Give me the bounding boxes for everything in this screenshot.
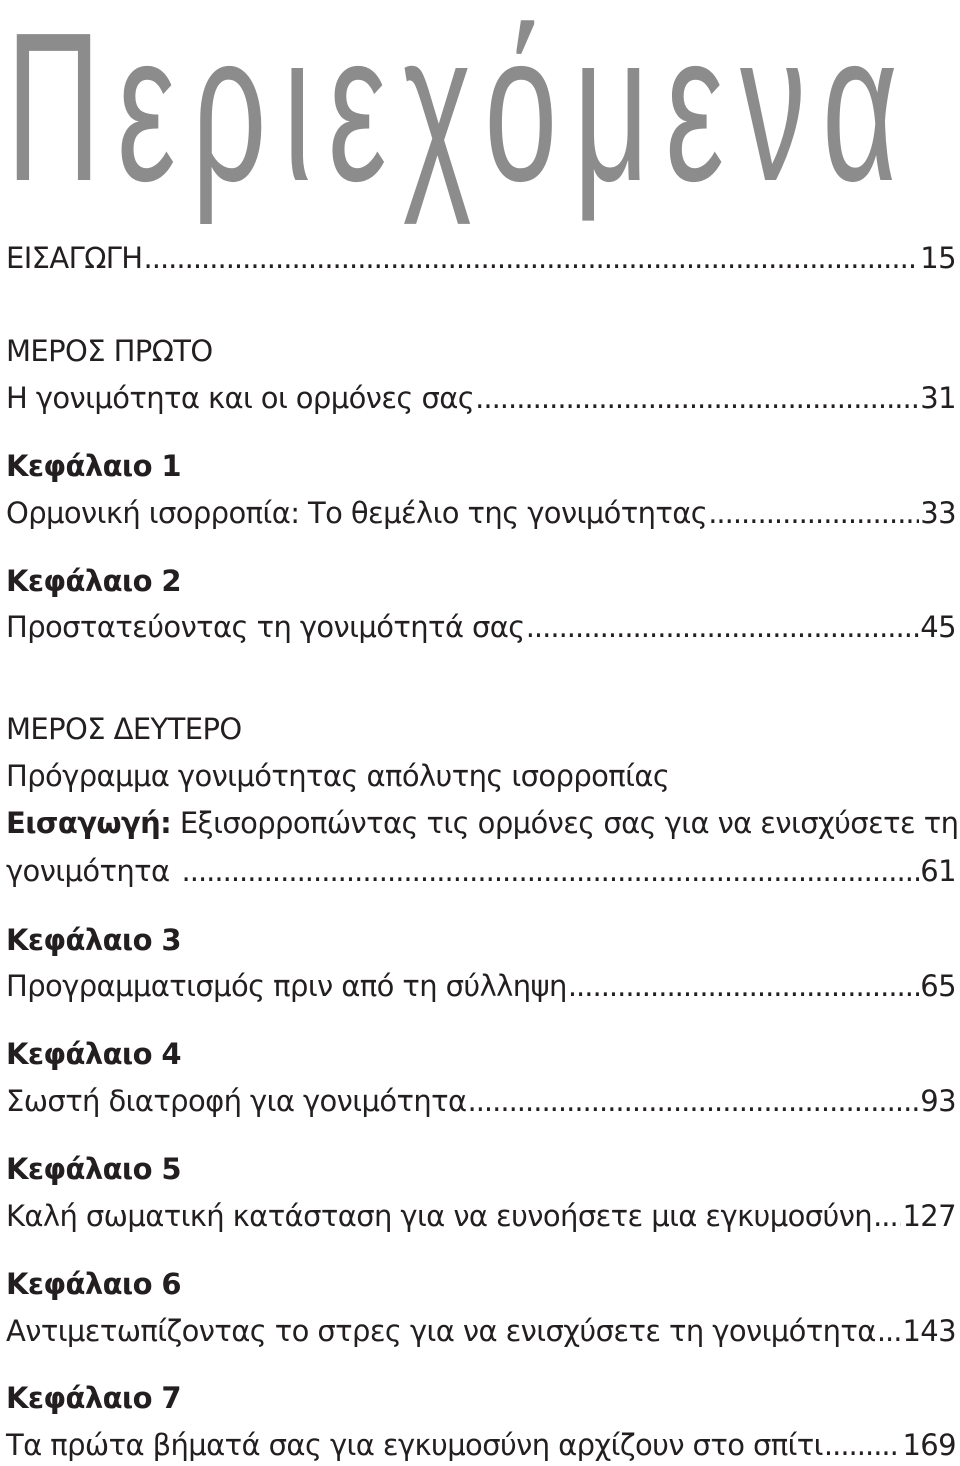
toc-entry-ch3[interactable] (6, 966, 956, 1006)
toc-page-number: 143 (902, 1314, 956, 1348)
page-title: Περιεχόμενα (6, 0, 915, 225)
leader-dots (475, 378, 919, 418)
leader-dots (468, 1081, 920, 1121)
toc-page-number: 45 (920, 610, 956, 644)
leader-dots (182, 851, 920, 891)
chapter-heading: Κεφάλαιο 1 (6, 449, 181, 483)
toc-label: Προγραμματισμός πριν από τη σύλληψη (6, 969, 567, 1003)
toc-page-number: 31 (920, 381, 956, 415)
leader-dots (873, 1196, 901, 1236)
leader-dots (568, 966, 919, 1006)
toc-entry-ch5[interactable] (6, 1196, 956, 1236)
toc-entry-intro[interactable] (6, 238, 956, 278)
toc-label: ΕΙΣΑΓΩΓΗ (6, 241, 143, 275)
chapter-heading: Κεφάλαιο 4 (6, 1037, 181, 1071)
toc-page-number: 61 (920, 854, 956, 888)
toc-entry-ch7[interactable] (6, 1425, 956, 1465)
leader-dots (708, 493, 919, 533)
toc-label: Καλή σωματική κατάσταση για να ευνοήσετε μια εγκυμοσύνη (6, 1199, 873, 1233)
chapter-heading: Κεφάλαιο 3 (6, 923, 181, 957)
toc-entry-part2-intro[interactable] (6, 851, 956, 891)
intro-label: Εισαγωγή: (6, 806, 172, 840)
toc-entry-part1[interactable] (6, 378, 956, 418)
part-subtitle: Πρόγραμμα γονιμότητας απόλυτης ισορροπίας (6, 759, 670, 793)
toc-label: Τα πρώτα βήματά σας για εγκυμοσύνη αρχίζουν στο σπίτι (6, 1428, 823, 1462)
leader-dots (526, 607, 920, 647)
toc-entry-ch1[interactable] (6, 493, 956, 533)
toc-label: Αντιμετωπίζοντας το στρες για να ενισχύσετε τη γονιμότητα (6, 1314, 876, 1348)
toc-page-number: 65 (920, 969, 956, 1003)
part-heading: ΜΕΡΟΣ ΔΕΥΤΕΡΟ (6, 712, 242, 746)
toc-page-number: 127 (902, 1199, 956, 1233)
toc-entry-ch2[interactable] (6, 607, 956, 647)
toc-entry-ch6[interactable] (6, 1311, 956, 1351)
toc-page-number: 33 (920, 496, 956, 530)
leader-dots (144, 238, 920, 278)
toc-label: Η γονιμότητα και οι ορμόνες σας (6, 381, 475, 415)
intro-text: Εξισορροπώντας τις ορμόνες σας για να ενισχύσετε τη (179, 806, 959, 840)
chapter-heading: Κεφάλαιο 7 (6, 1381, 181, 1415)
toc-page-number: 93 (920, 1084, 956, 1118)
toc-page-number: 15 (920, 241, 956, 275)
chapter-heading: Κεφάλαιο 2 (6, 564, 181, 598)
part-heading: ΜΕΡΟΣ ΠΡΩΤΟ (6, 334, 213, 368)
part-intro-line (6, 803, 959, 843)
toc-page-number: 169 (902, 1428, 956, 1462)
chapter-heading: Κεφάλαιο 6 (6, 1267, 181, 1301)
chapter-heading: Κεφάλαιο 5 (6, 1152, 181, 1186)
leader-dots (877, 1311, 902, 1351)
toc-label: γονιμότητα (6, 854, 170, 888)
toc-label: Σωστή διατροφή για γονιμότητα (6, 1084, 467, 1118)
toc-label: Προστατεύοντας τη γονιμότητά σας (6, 610, 525, 644)
leader-dots (824, 1425, 902, 1465)
toc-entry-ch4[interactable] (6, 1081, 956, 1121)
toc-label: Ορμονική ισορροπία: Το θεμέλιο της γονιμότητας (6, 496, 708, 530)
